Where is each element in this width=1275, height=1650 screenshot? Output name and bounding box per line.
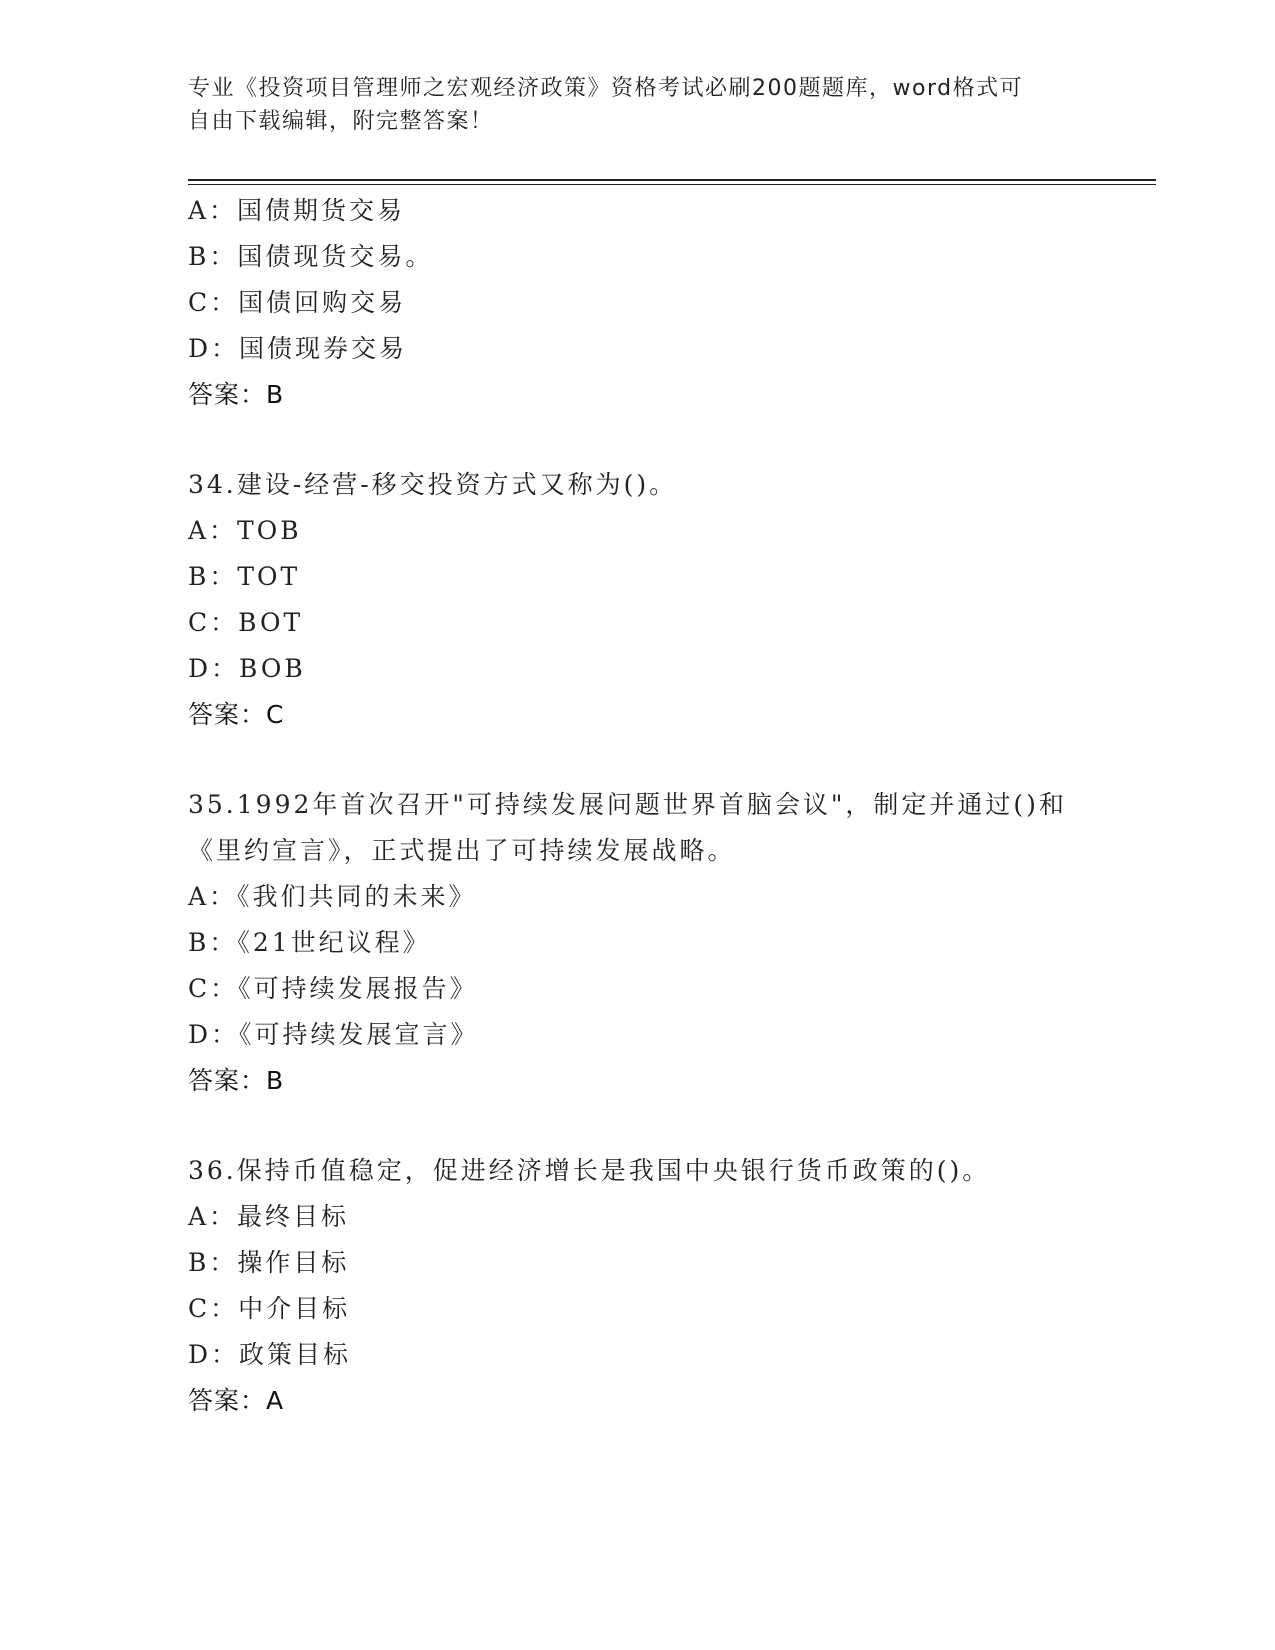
question-34: [188, 462, 1088, 738]
answer-line: 答案：C: [188, 700, 285, 729]
option-a: A：国债期货交易: [188, 196, 406, 225]
answer-line: 答案：B: [188, 380, 285, 409]
option-a: A：《我们共同的未来》: [188, 882, 477, 911]
option-d: D：《可持续发展宣言》: [188, 1020, 479, 1049]
spacer: [188, 418, 1088, 462]
spacer: [188, 1104, 1088, 1148]
question-stem-line-2: 《里约宣言》，正式提出了可持续发展战略。: [188, 836, 736, 865]
spacer: [188, 738, 1088, 782]
option-c: C：中介目标: [188, 1294, 351, 1323]
option-b: B：操作目标: [188, 1248, 350, 1277]
question-list: [188, 188, 1088, 1424]
option-c: C：国债回购交易: [188, 288, 407, 317]
option-c: C：BOT: [188, 608, 304, 637]
option-a: A：最终目标: [188, 1202, 350, 1231]
option-b: B：国债现货交易。: [188, 242, 434, 271]
option-b: B：TOT: [188, 562, 301, 591]
document-header: [188, 72, 1088, 138]
question-36: [188, 1148, 1088, 1424]
answer-line: 答案：A: [188, 1386, 285, 1415]
header-line-1: 专业《投资项目管理师之宏观经济政策》资格考试必刷200题题库，word格式可: [188, 76, 1024, 101]
option-b: B：《21世纪议程》: [188, 928, 431, 957]
answer-line: 答案：B: [188, 1066, 285, 1095]
header-divider-thin: [188, 184, 1156, 185]
question-stem-line-1: 35.1992年首次召开"可持续发展问题世界首脑会议"，制定并通过()和: [188, 790, 1067, 819]
option-c: C：《可持续发展报告》: [188, 974, 478, 1003]
question-stem: 36.保持币值稳定，促进经济增长是我国中央银行货币政策的()。: [188, 1156, 991, 1185]
question-35: [188, 782, 1088, 1104]
option-d: D：BOB: [188, 654, 306, 683]
question-33: [188, 188, 1088, 418]
option-d: D：政策目标: [188, 1340, 352, 1369]
option-a: A：TOB: [188, 516, 302, 545]
header-line-2: 自由下载编辑，附完整答案！: [188, 109, 494, 134]
option-d: D：国债现券交易: [188, 334, 408, 363]
header-divider-thick: [188, 179, 1156, 181]
question-stem: [188, 782, 1088, 874]
question-stem: 34.建设-经营-移交投资方式又称为()。: [188, 470, 678, 499]
